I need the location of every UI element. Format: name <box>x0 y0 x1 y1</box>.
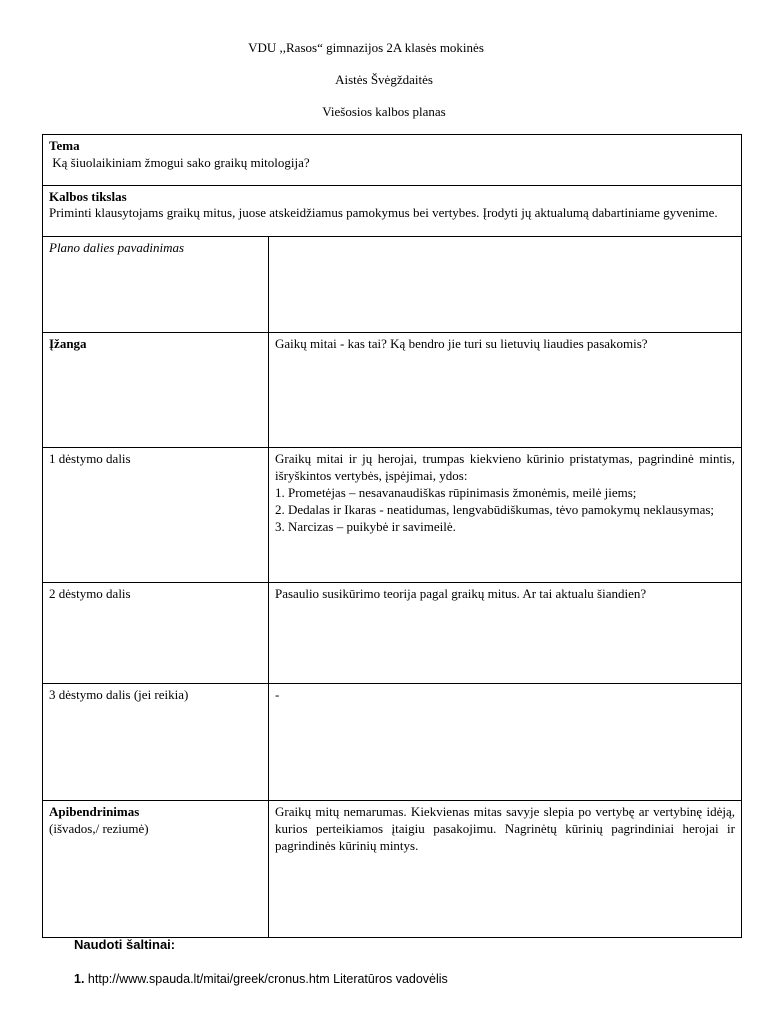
body-part-1-item-2: 2. Dedalas ir Ikaras - neatidumas, lengvabūdiškumas, tėvo pamokymų neklausymas; <box>275 502 715 517</box>
header-school-line: VDU ,,Rasos“ gimnazijos 2A klasės mokinės <box>248 40 484 55</box>
header-student-name: Aistės Švėgždaitės <box>335 72 433 87</box>
goal-row <box>43 186 742 237</box>
body-part-2-label: 2 dėstymo dalis <box>43 583 269 684</box>
topic-text: Ką šiuolaikiniam žmogui sako graikų mitologija? <box>49 155 310 170</box>
intro-label: Įžanga <box>43 333 269 448</box>
goal-label: Kalbos tikslas <box>49 189 127 204</box>
source-item-1-text: http://www.spauda.lt/mitai/greek/cronus.htm Literatūros vadovėlis <box>87 972 448 986</box>
body-part-3-text: - <box>275 687 280 702</box>
body-part-2-content <box>269 583 742 684</box>
sources-title: Naudoti šaltinai: <box>74 937 176 952</box>
topic-label: Tema <box>49 138 80 153</box>
intro-row <box>43 333 742 448</box>
body-part-3-row <box>43 684 742 801</box>
conclusion-label: Apibendrinimas <box>49 804 140 819</box>
conclusion-label-cell <box>43 801 269 938</box>
topic-cell <box>43 135 742 186</box>
body-part-1-intro: Graikų mitai ir jų herojai, trumpas kiekvieno kūrinio pristatymas, pagrindinė mintis, išryškintos vertybės, įspėjimai, ydos: <box>275 451 735 483</box>
intro-text: Gaikų mitai - kas tai? Ką bendro jie turi su lietuvių liaudies pasakomis? <box>275 336 648 351</box>
body-part-1-item-3: 3. Narcizas – puikybė ir savimeilė. <box>275 519 456 534</box>
body-part-2-row <box>43 583 742 684</box>
conclusion-content <box>269 801 742 938</box>
body-part-1-item-1: 1. Prometėjas – nesavanaudiškas rūpinimasis žmonėmis, meilė jiems; <box>275 485 637 500</box>
body-part-3-content <box>269 684 742 801</box>
body-part-1-row <box>43 448 742 583</box>
plan-header-empty-cell <box>269 237 742 333</box>
document-title: Viešosios kalbos planas <box>322 104 446 119</box>
goal-text: Priminti klausytojams graikų mitus, juose atskeidžiamus pamokymus bei vertybes. Įrodyti jų aktualumą dabartiniame gyvenime. <box>49 205 718 220</box>
conclusion-sublabel: (išvados,/ reziumė) <box>49 821 149 836</box>
body-part-3-label: 3 dėstymo dalis (jei reikia) <box>43 684 269 801</box>
speech-plan-table <box>42 134 742 938</box>
body-part-1-label: 1 dėstymo dalis <box>43 448 269 583</box>
body-part-1-content <box>269 448 742 583</box>
topic-row <box>43 135 742 186</box>
source-item-1 <box>74 972 448 986</box>
conclusion-text: Graikų mitų nemarumas. Kiekvienas mitas savyje slepia po vertybę ar vertybinę idėją, kurios perteikiamos įtaigiu pasakojimu. Nagrinėtų kūrinių pagrindiniai herojai ir pagrindinės kūrinių mintys. <box>275 804 735 853</box>
source-item-1-number: 1. <box>74 972 85 986</box>
plan-part-name-header: Plano dalies pavadinimas <box>43 237 269 333</box>
plan-header-row <box>43 237 742 333</box>
body-part-2-text: Pasaulio susikūrimo teorija pagal graikų mitus. Ar tai aktualu šiandien? <box>275 586 647 601</box>
conclusion-row <box>43 801 742 938</box>
goal-cell <box>43 186 742 237</box>
intro-content <box>269 333 742 448</box>
